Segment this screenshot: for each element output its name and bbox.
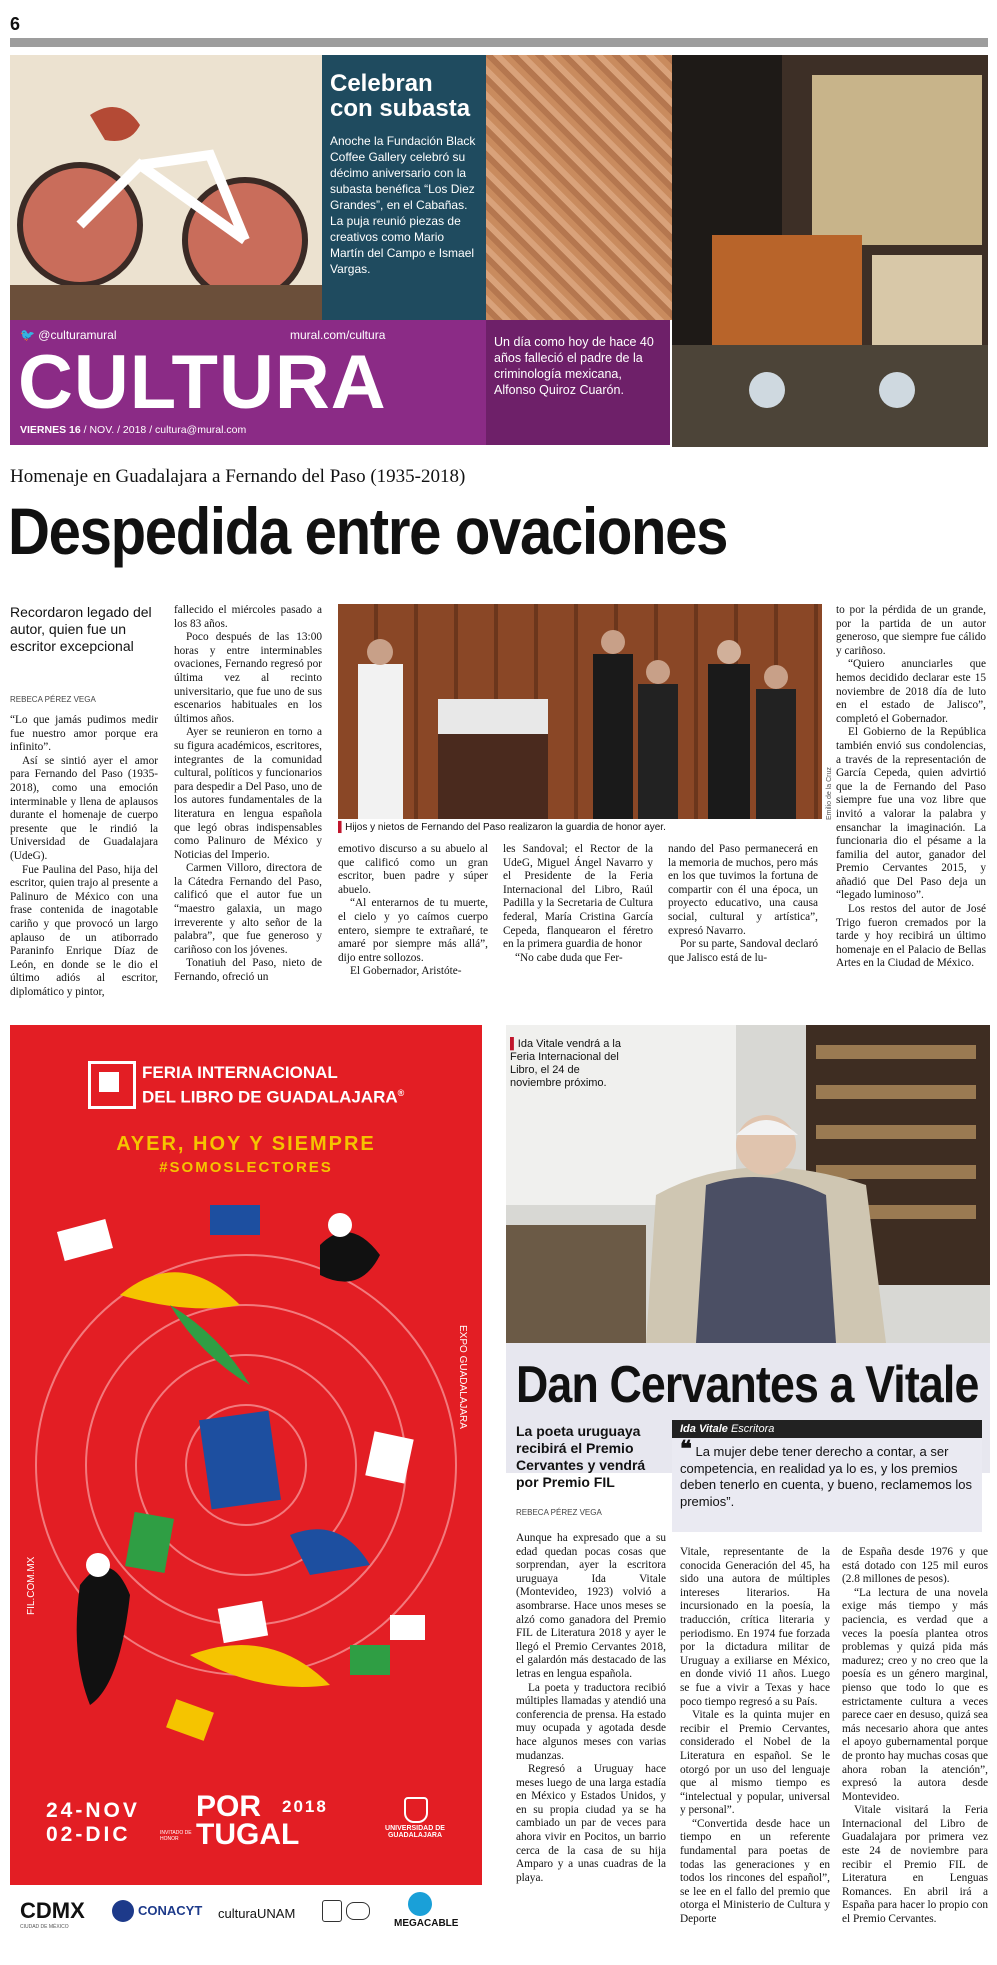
ad-hashtag: #SOMOSLECTORES [159,1159,333,1176]
ad-title: FERIA INTERNACIONAL DEL LIBRO DE GUADALAJARA® [142,1063,405,1107]
ad-guest-small: INVITADO DE HONOR [160,1830,192,1842]
ad-university: UNIVERSIDAD DE GUADALAJARA [385,1825,445,1839]
banner-text-box [322,55,486,320]
efemeride-text: Un día como hoy de hace 40 años falleció el padre de la criminología mexicana, Alfonso Quiroz Cuarón. [494,335,654,397]
vitale-headline: Dan Cervantes a Vitale [516,1356,979,1414]
section-name: CULTURA [18,340,387,425]
quote-mark-icon: ❝ [680,1436,692,1461]
photo-caption: ▌Hijos y nietos de Fernando del Paso realizaron la guardia de honor ayer. [338,822,666,833]
story-col-2: fallecido el miércoles pasado a los 83 años. Poco después de las 13:00 horas y entre interminables ovaciones, Fernando regresó por última vez al recinto universitario, que fue uno de sus escenarios habituales en los últimos años. Ayer se reunieron en torno a su figura académicos, escritores, integrantes de la comunidad cultural, políticos y funcionarios para despedir a Del Paso, uno de los autores fundamentales de la literatura en lengua española que legó obras indispensables como Palinuro de México y Noticias del Imperio. Carmen Villoro, directora de la Cátedra Fernando del Paso, calificó que el autor fue un “maestro galaxia, un mago irreverente y alto señor de la palabra”, que fue generoso y cariñoso con los jóvenes. Tonatiuh del Paso, nieto de Fernando, ofreció un [174,604,322,984]
twitter-handle[interactable]: 🐦 @culturamural [20,328,117,342]
ad-year: 2018 [282,1797,328,1816]
sponsor-megacable: MEGACABLE [394,1918,459,1929]
headline: Despedida entre ovaciones [8,494,728,568]
funeral-photo [338,604,822,819]
ad-dates: 24-NOV 02-DIC [46,1799,140,1846]
story-col-5: nando del Paso permanecerá en la memoria de muchos, pero más en los que tuvimos la fortuna de compartir con él una época, un proyecto educativo, una causa social, cultural y artística”, expresó Navarro. Por su parte, Sandoval declaró que Jalisco está de lu- [668,843,818,964]
quote-text: ❝ La mujer debe tener derecho a contar, a ser competencia, en realidad ya lo es, y los premios deben tenerlo en cuenta, y bueno, reclamemos los premios”. [680,1436,972,1509]
photo-credit: Emilio de la Cruz [826,767,833,820]
vitale-photo-caption: ▌Ida Vitale vendrá a la Feria Internacional del Libro, el 24 de noviembre próximo. [510,1038,621,1089]
ad-guest: POR TUGAL [196,1790,300,1851]
sponsor-emblem-icon [346,1902,370,1920]
efemeride-box [486,320,670,445]
vitale-col-3: de España desde 1976 y que está dotado con 125 mil euros (2.8 millones de pesos). “La lectura de una novela exige más tiempo y más paciencia, es verdad que a veces la poesía plantea otros problemas y quizá pida más madurez; creo y no creo que la poesía es un género marginal, pienso que todo lo que es estrictamente cultura a veces parece caer en desuso, quizá sea más necesario ahora que antes el apoyo gubernamental porque de pronto hay muchas cosas que ahora roban la atención”, expresó la autora desde Montevideo. Vitale visitará la Feria Internacional del Libro de Guadalajara por primera vez este 24 de noviembre para recibir el Premio FIL de Literatura en Lenguas Romances. En abril irá a España para hacer lo propio con el Premio Cervantes. [842,1546,988,1926]
bicycle-painting [10,55,322,320]
kicker: Homenaje en Guadalajara a Fernando del Paso (1935-2018) [10,466,466,487]
page-number: 6 [10,14,21,34]
dateline: VIERNES 16 / NOV. / 2018 / cultura@mural.com [20,424,247,436]
ad-side-left: FIL.COM.MX [26,1556,37,1615]
banner-title: Celebran con subasta [330,70,471,122]
banner-text: Anoche la Fundación Black Coffee Gallery celebró su décimo aniversario con la subasta benéfica “Los Diez Grandes”, en el Cabañas. La puja reunió piezas de creativos como Mario Martín del Campo e Ismael Vargas. [330,134,476,276]
byline: REBECA PÉREZ VEGA [10,695,96,704]
quote-box [672,1420,982,1532]
top-rule [10,38,988,47]
vitale-subhead: La poeta uruguaya recibirá el Premio Cervantes y vendrá por Premio FIL [516,1423,646,1490]
sponsor-cultura-unam: culturaUNAM [218,1906,296,1921]
vitale-col-2: Vitale, representante de la conocida Generación del 45, ha sido una autora de múltiples intereses literarios. Ha incursionado en la poesía, la traducción, crítica literaria y periodismo. En 1974 fue forzada por la dictadura militar de Uruguay a exiliarse en México, en donde vivió 11 años. Luego se fue a vivir a Texas y hace poco tiempo regresó a su País. Vitale es la quinta mujer en recibir el Premio Cervantes, considerado el Nobel de la Literatura en español. Se le otorgó por un uso del lenguaje que al mismo tiempo es “intelectual y popular, universal y personal”. “Convertida desde hace un tiempo en un referente fundamental para poetas de todas las generaciones y en todos los rincones del español”, se lee en el fallo del premio que otorga el Ministerio de Cultura y Deporte [680,1546,830,1926]
sponsor-conacyt: CONACYT [138,1903,203,1918]
fil-logo-icon [88,1061,136,1109]
story-col-1: “Lo que jamás pudimos medir fue nuestro amor porque era infinito”. Así se sintió ayer el amor para Fernando del Paso (1935-2018), como una emoción interminable y llena de aplausos durante el homenaje de cuerpo presente que le rindió la Universidad de Guadalajara (UdeG). Fue Paulina del Paso, hija del escritor, quien trajo al presente a Palinuro de México con una frase contenida de inagotable cariño y que provocó un largo aplauso de un atiborrado Paraninfo Enrique Díaz de León, en donde se le dio el último adiós al escritor, diplomático y pintor, [10,714,158,998]
ad-illustration [10,1185,482,1745]
subhead: Recordaron legado del autor, quien fue un escritor excepcional [10,604,152,654]
megacable-icon [408,1892,432,1916]
udeg-shield-icon [404,1797,428,1823]
twitter-icon: 🐦 [20,328,35,342]
vitale-byline: REBECA PÉREZ VEGA [516,1508,602,1517]
site-link[interactable]: mural.com/cultura [290,328,386,342]
vitale-col-1: Aunque ha expresado que a su edad quedan pocas cosas que sorprendan, ayer la escritora uruguaya Ida Vitale (Montevideo, 1923) volvió a asombrarse. Hace unos meses se alzó como ganadora del Premio FIL de Literatura 2018 y ayer le llegó el Premio Cervantes 2018, el galardón más destacado de las letras en lengua española. La poeta y traductora recibió múltiples llamadas y atendió una conferencia de prensa. Ha estado muy ocupada y agotada desde hace algunos meses con varias mudanzas. Regresó a Uruguay hace meses luego de una larga estadía en México y Estados Unidos, y en su propia ciudad ya se ha cambiado un par de veces para ahora vivir en Pocitos, un barrio cerca de la casa de su hija Amparo y a unas cuadras de la playa. [516,1532,666,1884]
sponsor-cdmx: CDMX [20,1898,85,1923]
story-col-6: to por la pérdida de un grande, por la partida de un autor generoso, que siempre fue cálido y cariñoso. “Quiero anunciarles que hemos decidido declarar este 15 noviembre de 2018 día de luto en el estado de Jalisco”, completó el Gobernador. El Gobierno de la República también envió sus condolencias, a través de la representación de García Cepeda, quien advirtió que la de Fernando del Paso siempre fue una voz libre que invitó a valorar la palabra y ensanchar la imaginación. La funcionaria dio el pésame a la familia del autor, ganador del Premio Cervantes 2015, y añadió que Del Paso deja un “legado luminoso”. Los restos del autor de José Trigo fueron cremados por la tarde y hoy recibirá un último homenaje en el Palacio de Bellas Artes en la Ciudad de México. [836,604,986,970]
quote-attribution: Ida Vitale Escritora [672,1420,982,1438]
face-painting [672,55,988,447]
fil-ad[interactable] [10,1025,482,1885]
unam-shield-icon [322,1900,342,1922]
texture-painting [486,55,672,320]
story-col-4: les Sandoval; el Rector de la UdeG, Miguel Ángel Navarro y el Presidente de la Feria Internacional del Libro, Raúl Padilla y la Secretaria de Cultura federal, María Cristina García Cepeda, flanquearon el féretro en la primera guardia de honor “No cabe duda que Fer- [503,843,653,964]
ad-side-right: EXPO GUADALAJARA [457,1325,468,1429]
ad-tagline: AYER, HOY Y SIEMPRE [116,1133,376,1155]
conacyt-icon [112,1900,134,1922]
story-col-3: emotivo discurso a su abuelo al que calificó como un gran escritor, buen padre y súper abuelo. “Al enterarnos de tu muerte, el cielo y yo caímos cuerpo entero, siempre te extrañaré, te amaré por siempre más allá”, dijo entre sollozos. El Gobernador, Aristóte- [338,843,488,978]
sponsor-cdmx-sub: CIUDAD DE MÉXICO [20,1924,69,1930]
